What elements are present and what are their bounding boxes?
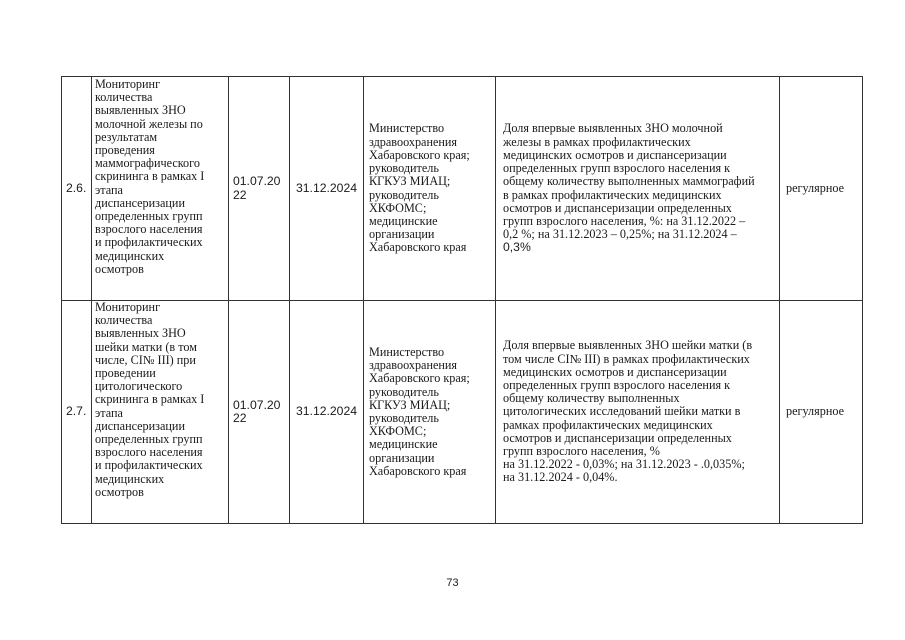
- text-line: ХКФОМС;: [369, 200, 427, 215]
- text-line: организации: [369, 227, 435, 242]
- text-line: цитологических исследований шейки матки в: [503, 404, 741, 419]
- measure-title: [92, 77, 229, 301]
- periodicity: регулярное: [780, 301, 863, 524]
- measure-title: [92, 301, 229, 524]
- text-line: осмотров и диспансеризации определенных: [503, 200, 732, 215]
- text-line: определенных групп взрослого населения к: [503, 377, 731, 392]
- text-line: проведения: [95, 143, 155, 158]
- text-line: Хабаровского края: [369, 240, 467, 255]
- responsible-parties: [364, 301, 496, 524]
- text-line: 22: [233, 187, 247, 202]
- text-line: Хабаровского края;: [369, 147, 470, 162]
- text-line: рамках профилактических медицинских: [503, 417, 713, 432]
- text-line: Хабаровского края: [369, 463, 467, 478]
- text-line: руководитель: [369, 187, 439, 202]
- text-line: руководитель: [369, 384, 439, 399]
- text-line: 0,2 %; на 31.12.2023 – 0,25%; на 31.12.2024 –: [503, 227, 737, 242]
- text-line: Мониторинг: [95, 300, 161, 314]
- indicator-description: [496, 77, 780, 301]
- text-line: определенных групп: [95, 209, 203, 224]
- indicator-description: [496, 301, 780, 524]
- text-line: медицинских осмотров и диспансеризации: [503, 364, 727, 379]
- measures-table: [61, 76, 863, 524]
- text-line: шейки матки (в том: [95, 339, 197, 354]
- text-line: 01.07.20: [233, 397, 281, 412]
- text-line: на 31.12.2022 - 0,03%; на 31.12.2023 - .0,035%;: [503, 457, 745, 472]
- text-line: числе, CI№ III) при: [95, 352, 196, 367]
- text-line: и профилактических: [95, 235, 203, 250]
- text-line: взрослого населения: [95, 445, 203, 460]
- text-line: 0,3%: [503, 240, 531, 255]
- text-line: групп взрослого населения, %: [503, 444, 660, 458]
- text-line: этапа: [95, 182, 123, 197]
- text-line: осмотров и диспансеризации определенных: [503, 430, 732, 445]
- text-line: Доля впервые выявленных ЗНО молочной: [503, 121, 723, 136]
- text-line: скрининга в рамках I: [95, 392, 205, 407]
- text-line: здравоохранения: [369, 134, 458, 149]
- text-line: результатам: [95, 129, 158, 144]
- text-line: молочной железы по: [95, 116, 203, 131]
- text-line: медицинских: [95, 471, 165, 486]
- text-line: руководитель: [369, 411, 439, 425]
- text-line: выявленных ЗНО: [95, 103, 186, 118]
- text-line: на 31.12.2024 - 0,04%.: [503, 470, 618, 485]
- text-line: скрининга в рамках I: [95, 169, 205, 184]
- text-line: организации: [369, 450, 435, 465]
- text-line: общему количеству выполненных: [503, 391, 680, 406]
- text-line: медицинских: [95, 248, 165, 263]
- periodicity: регулярное: [780, 77, 863, 301]
- text-line: общему количеству выполненных маммографий: [503, 174, 755, 189]
- text-line: здравоохранения: [369, 358, 458, 373]
- text-line: медицинских осмотров и диспансеризации: [503, 147, 727, 162]
- start-date: [229, 301, 290, 524]
- responsible-parties: [364, 77, 496, 301]
- text-line: осмотров: [95, 484, 144, 499]
- text-line: Хабаровского края;: [369, 371, 470, 386]
- text-line: выявленных ЗНО: [95, 326, 186, 341]
- text-line: осмотров: [95, 261, 144, 276]
- text-line: Доля впервые выявленных ЗНО шейки матки (в: [503, 338, 753, 353]
- text-line: КГКУЗ МИАЦ;: [369, 397, 451, 412]
- text-line: КГКУЗ МИАЦ;: [369, 174, 451, 189]
- text-line: Мониторинг: [95, 77, 161, 91]
- text-line: медицинские: [369, 437, 438, 452]
- text-line: групп взрослого населения, %: на 31.12.2022 –: [503, 213, 746, 228]
- table-row: [62, 301, 863, 524]
- row-number: 2.7.: [62, 301, 92, 524]
- row-number: 2.6.: [62, 77, 92, 301]
- text-line: маммографического: [95, 156, 200, 171]
- text-line: количества: [95, 313, 153, 328]
- text-line: диспансеризации: [95, 418, 185, 433]
- text-line: Министерство: [369, 344, 445, 359]
- page-number: 73: [446, 577, 459, 589]
- table-row: [62, 77, 863, 301]
- text-line: 22: [233, 411, 247, 425]
- text-line: в рамках профилактических медицинских: [503, 187, 722, 202]
- text-line: диспансеризации: [95, 195, 185, 210]
- text-line: ХКФОМС;: [369, 424, 427, 439]
- text-line: взрослого населения: [95, 222, 203, 237]
- text-line: определенных групп: [95, 432, 203, 447]
- text-line: и профилактических: [95, 458, 203, 473]
- text-line: Министерство: [369, 121, 445, 136]
- text-line: этапа: [95, 405, 123, 420]
- start-date: [229, 77, 290, 301]
- text-line: проведении: [95, 366, 156, 381]
- end-date: 31.12.2024: [290, 301, 364, 524]
- end-date: 31.12.2024: [290, 77, 364, 301]
- text-line: количества: [95, 90, 153, 105]
- text-line: цитологического: [95, 379, 183, 394]
- text-line: железы в рамках профилактических: [503, 134, 691, 149]
- text-line: определенных групп взрослого населения к: [503, 161, 731, 176]
- text-line: медицинские: [369, 213, 438, 228]
- text-line: том числе CI№ III) в рамках профилактических: [503, 351, 750, 366]
- text-line: 01.07.20: [233, 174, 281, 189]
- text-line: руководитель: [369, 161, 439, 176]
